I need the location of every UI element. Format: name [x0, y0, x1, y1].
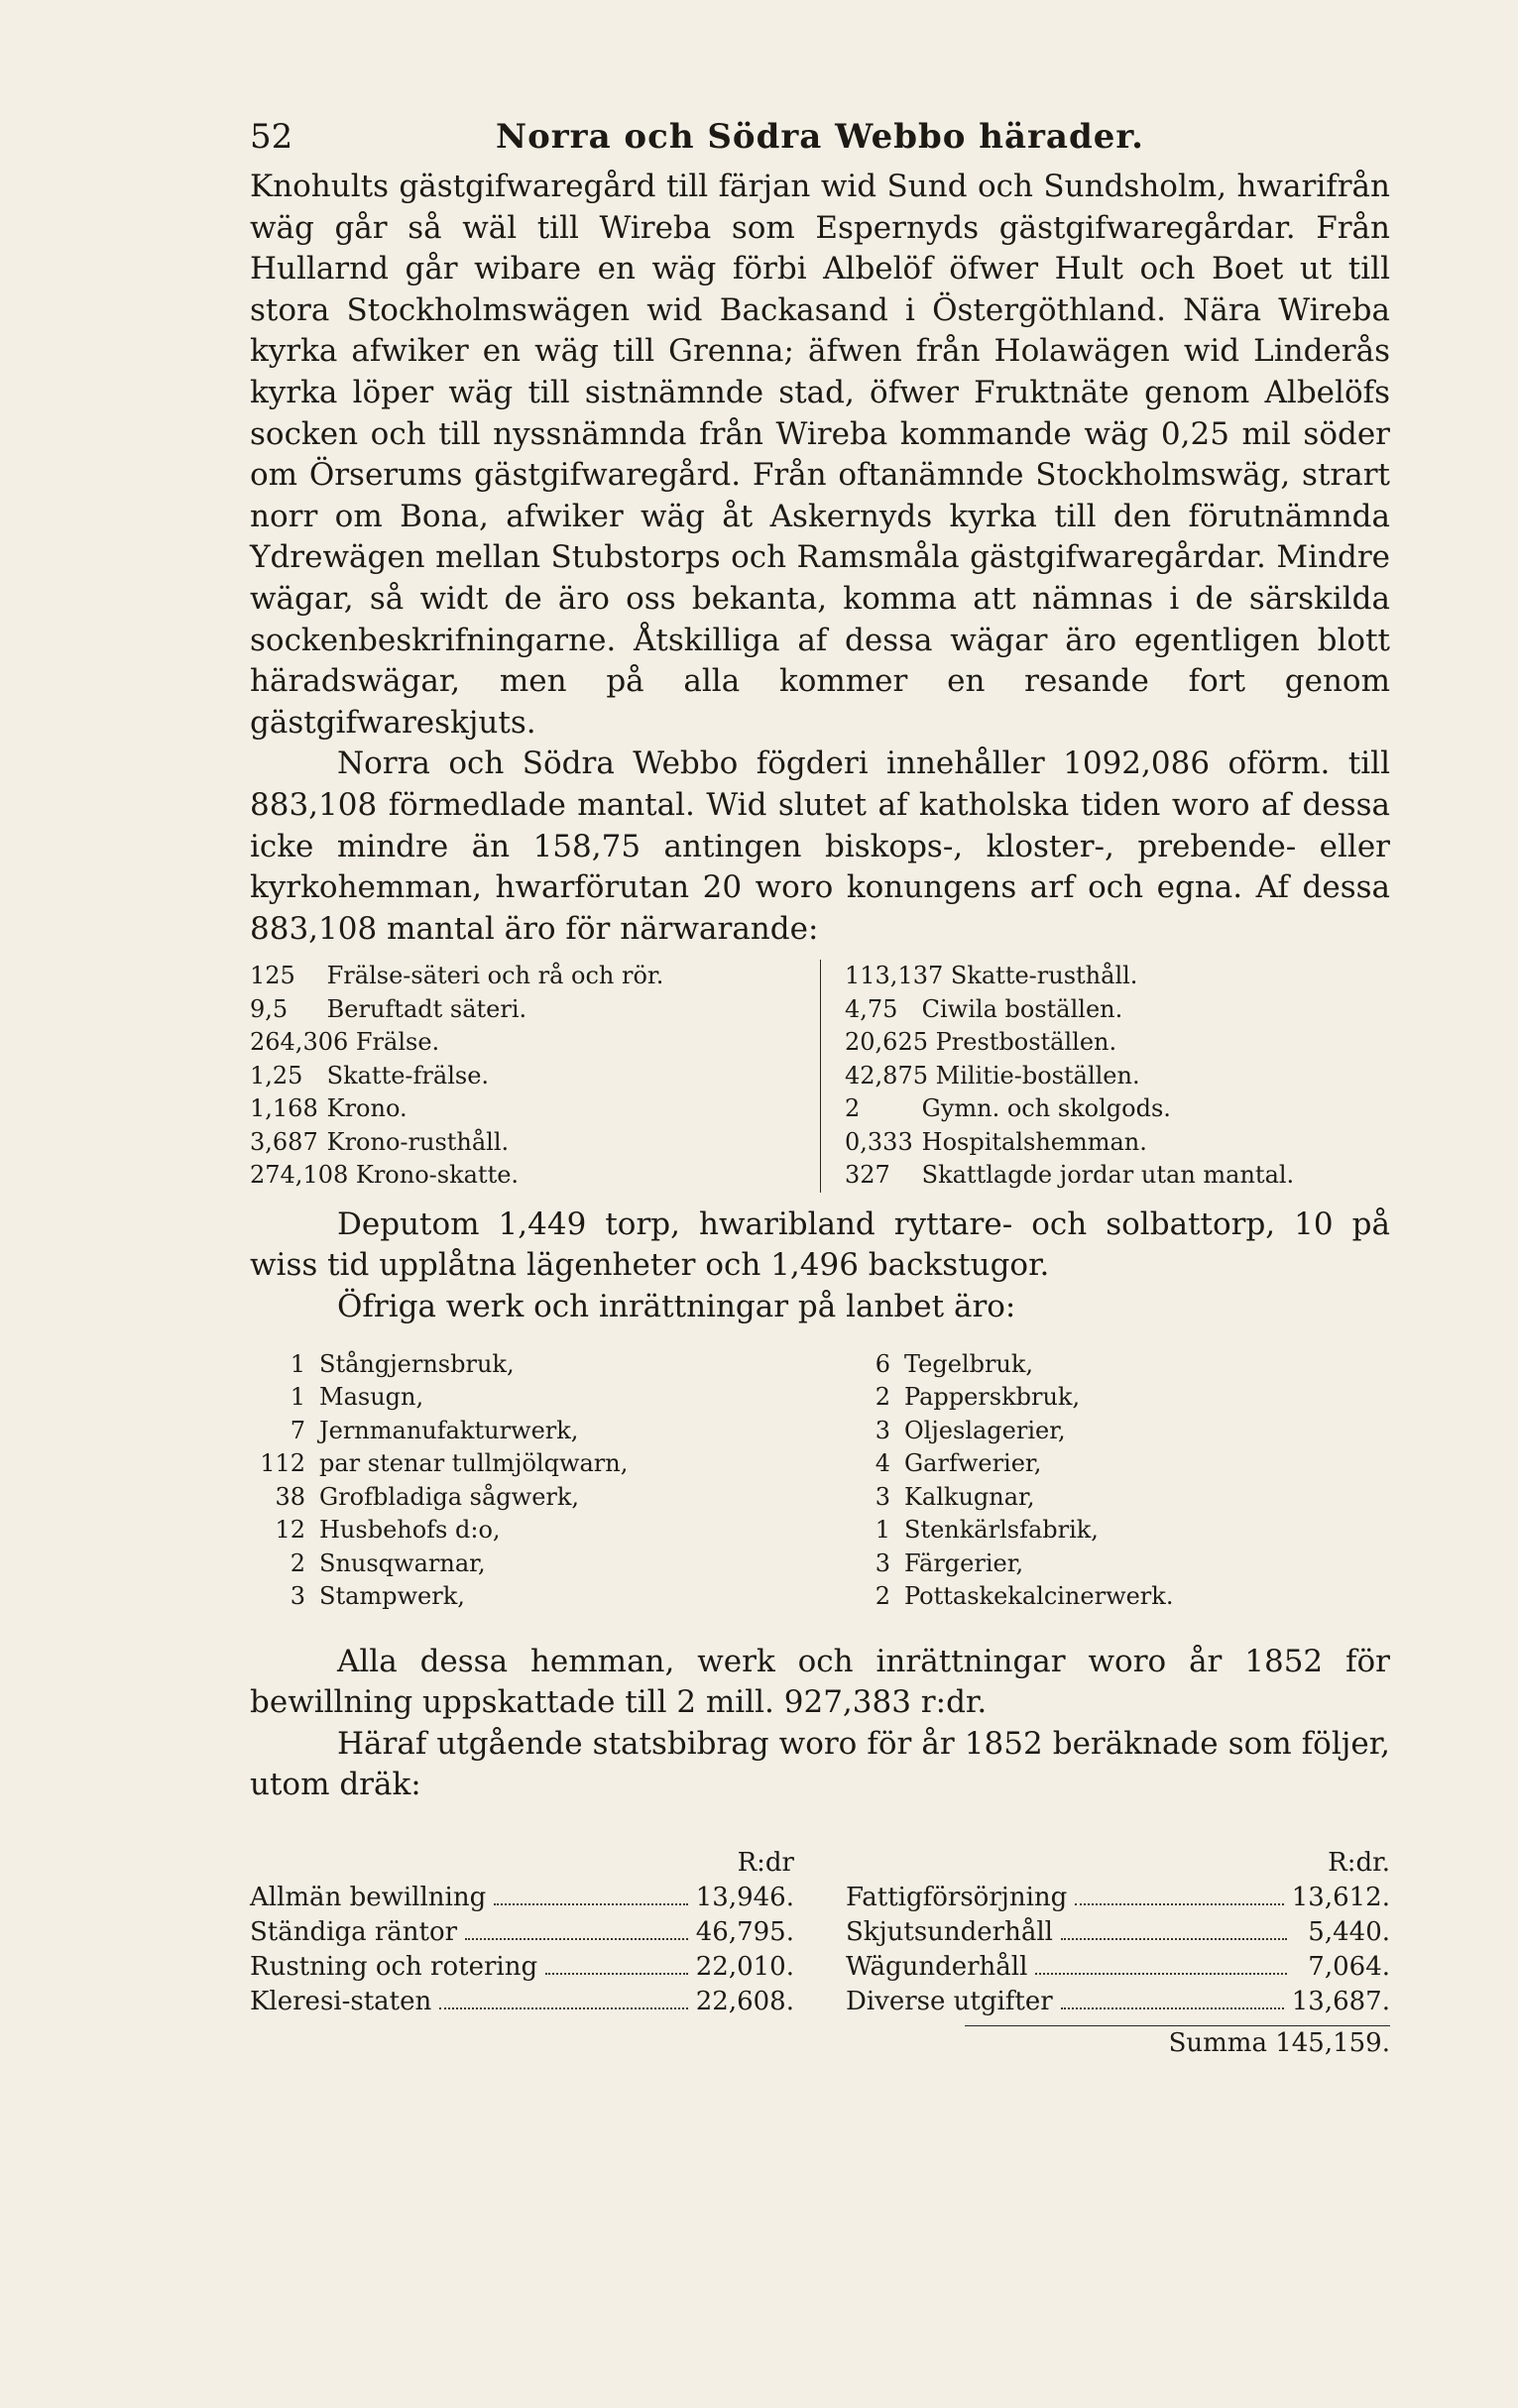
list-item	[835, 1481, 1390, 1515]
leader-dots	[465, 1915, 688, 1940]
row-value: 46,795.	[695, 1916, 794, 1947]
item-label: Frälse-säteri och rå och rör.	[326, 962, 664, 990]
item-label: Oljeslagerier,	[904, 1416, 1066, 1444]
item-number: 1,168	[250, 1094, 318, 1123]
list-item	[250, 1092, 800, 1126]
running-title: Norra och Södra Webbo härader.	[495, 117, 1144, 157]
item-number: 2	[845, 1094, 861, 1123]
row-value: 22,608.	[695, 1986, 794, 2016]
works-list	[250, 1348, 1390, 1614]
leader-dots	[545, 1950, 688, 1975]
item-label: Krono-rusthåll.	[326, 1127, 510, 1156]
item-label: Snusqwarnar,	[319, 1548, 486, 1577]
row-value: 7,064.	[1308, 1951, 1390, 1982]
item-label: Ciwila boställen.	[921, 994, 1123, 1023]
item-label: Masugn,	[319, 1383, 424, 1412]
item-label: Papperskbruk,	[904, 1383, 1081, 1412]
item-number: 274,108	[250, 1161, 349, 1190]
page-header	[250, 107, 1390, 167]
list-item	[250, 960, 800, 993]
item-number: 42,875	[845, 1061, 928, 1089]
item-number: 2	[875, 1383, 890, 1412]
item-number: 2	[290, 1548, 305, 1577]
row-value: 5,440.	[1308, 1916, 1390, 1947]
item-number: 3	[875, 1548, 890, 1577]
list-item	[845, 1026, 1390, 1060]
table-row	[846, 1950, 1390, 1985]
item-number: 4	[875, 1449, 890, 1478]
item-number: 4,75	[845, 994, 898, 1023]
table-row	[250, 1985, 794, 2019]
bottom-text	[250, 1642, 1390, 1806]
list-item	[250, 1381, 805, 1415]
item-number: 9,5	[250, 994, 289, 1023]
works-right-column	[805, 1348, 1390, 1614]
item-label: Stampwerk,	[319, 1582, 465, 1611]
list-item	[845, 1126, 1390, 1160]
item-label: Stenkärlsfabrik,	[904, 1516, 1099, 1545]
leader-dots	[494, 1881, 687, 1905]
list-item	[250, 1126, 800, 1160]
item-label: Beruftadt säteri.	[326, 994, 527, 1023]
mantal-right-column	[820, 960, 1390, 1193]
item-number: 3	[875, 1416, 890, 1444]
budget-right-column	[820, 1846, 1390, 2061]
list-item	[250, 993, 800, 1027]
item-number: 12	[275, 1516, 305, 1545]
item-number: 0,333	[845, 1127, 913, 1156]
item-number: 38	[275, 1482, 305, 1511]
item-label: Jernmanufakturwerk,	[319, 1416, 579, 1444]
list-item	[835, 1447, 1390, 1481]
table-row	[846, 1881, 1390, 1915]
item-number: 125	[250, 962, 295, 990]
row-label: Allmän bewillning	[250, 1882, 487, 1912]
item-label: Färgerier,	[904, 1548, 1024, 1577]
list-item	[250, 1514, 805, 1548]
item-label: Skattlagde jordar utan mantal.	[921, 1161, 1295, 1190]
paragraph: Norra och Södra Webbo fögderi innehåller 1092,086 oförm. till 883,108 förmedlade mantal. Wid slutet af katholska tiden woro af dessa icke mindre än 158,75 antingen biskops-, kloster-, prebende- eller kyrkohemman, hwarförutan 20 woro konungens arf och egna. Af dessa 883,108 mantal äro för närwarande:	[250, 745, 1390, 947]
list-item	[250, 1447, 805, 1481]
item-label: Stångjernsbruk,	[319, 1349, 515, 1378]
row-value: 13,946.	[695, 1882, 794, 1912]
item-label: Skatte-rusthåll.	[950, 962, 1138, 990]
list-item	[250, 1415, 805, 1448]
item-number: 264,306	[250, 1028, 349, 1057]
item-label: Hospitalshemman.	[921, 1127, 1147, 1156]
paragraph: Deputom 1,449 torp, hwaribland ryttare- och solbattorp, 10 på wiss tid upplåtna lägenheter och 1,496 backstugor.	[250, 1205, 1390, 1284]
list-item	[250, 1548, 805, 1581]
item-number: 1	[290, 1383, 305, 1412]
item-number: 3	[290, 1582, 305, 1611]
row-label: Fattigförsörjning	[846, 1882, 1068, 1912]
item-label: Krono-skatte.	[355, 1161, 520, 1190]
item-label: Husbehofs d:o,	[319, 1516, 501, 1545]
table-row	[250, 1950, 794, 1985]
unit-label: R:dr.	[1328, 1847, 1390, 1878]
item-label: Pottaskekalcinerwerk.	[904, 1582, 1174, 1611]
leader-dots	[1061, 1985, 1284, 2009]
list-item	[845, 993, 1390, 1027]
table-row	[250, 1881, 794, 1915]
item-number: 3,687	[250, 1127, 318, 1156]
top-text	[250, 167, 1390, 950]
item-number: 20,625	[845, 1028, 928, 1057]
list-item	[835, 1415, 1390, 1448]
list-item	[250, 1060, 800, 1093]
item-label: Kalkugnar,	[904, 1482, 1035, 1511]
item-number: 1	[875, 1516, 890, 1545]
item-number: 1	[290, 1349, 305, 1378]
item-number: 113,137	[845, 962, 944, 990]
item-number: 112	[260, 1449, 305, 1478]
table-row	[846, 1985, 1390, 2019]
table-row	[846, 1915, 1390, 1950]
table-row	[250, 1915, 794, 1950]
row-label: Skjutsunderhåll	[846, 1916, 1053, 1947]
list-item	[835, 1381, 1390, 1415]
book-page	[250, 107, 1390, 2061]
leader-dots	[439, 1985, 687, 2009]
list-item	[250, 1481, 805, 1515]
list-item	[845, 1060, 1390, 1093]
mantal-table	[250, 960, 1390, 1193]
mantal-left-column	[250, 960, 820, 1193]
list-item	[250, 1580, 805, 1614]
budget-left-column	[250, 1846, 820, 2061]
row-label: Diverse utgifter	[846, 1986, 1053, 2016]
list-item	[845, 1092, 1390, 1126]
list-item	[250, 1348, 805, 1382]
page-number: 52	[250, 117, 293, 157]
list-item	[845, 960, 1390, 993]
item-label: Tegelbruk,	[904, 1349, 1034, 1378]
row-label: Ständiga räntor	[250, 1916, 458, 1947]
item-number: 2	[875, 1582, 890, 1611]
sum-total: Summa 145,159.	[1168, 2027, 1390, 2058]
item-label: par stenar tullmjölqwarn,	[319, 1449, 629, 1478]
paragraph: Öfriga werk och inrättningar på lanbet äro:	[337, 1288, 1016, 1324]
item-label: Grofbladiga sågwerk,	[319, 1482, 580, 1511]
item-label: Garfwerier,	[904, 1449, 1042, 1478]
item-label: Skatte-frälse.	[326, 1061, 490, 1089]
row-label: Rustning och rotering	[250, 1951, 538, 1982]
item-label: Prestboställen.	[935, 1028, 1117, 1057]
paragraph: Knohults gästgifwaregård till färjan wid Sund och Sundsholm, hwarifrån wäg går så wäl till Wireba som Espernyds gästgifwaregårdar. Från Hullarnd går wibare en wäg förbi Albelöf öfwer Hult och Boet ut till stora Stockholmswägen wid Backasand i Östergöthland. Nära Wireba kyrka afwiker en wäg till Grenna; äfwen från Holawägen wid Linderås kyrka löper wäg till sistnämnde stad, öfwer Fruktnäte genom Albelöfs socken och till nyssnämnda från Wireba kommande wäg 0,25 mil söder om Örserums gästgifwaregård. Från oftanämnde Stockholmswäg, strart norr om Bona, afwiker wäg åt Askernyds kyrka till den förutnämnda Ydrewägen mellan Stubstorps och Ramsmåla gästgifwaregårdar. Mindre wägar, så widt de äro oss bekanta, komma att nämnas i de särskilda sockenbeskrifningarne. Åtskilliga af dessa wägar äro egentligen blott häradswägar, men på alla kommer en resande fort genom gästgifwareskjuts.	[250, 169, 1390, 741]
list-item	[835, 1580, 1390, 1614]
item-number: 327	[845, 1161, 890, 1190]
paragraph: Alla dessa hemman, werk och inrättningar woro år 1852 för bewillning uppskattade till 2 mill. 927,383 r:dr.	[250, 1643, 1390, 1721]
item-number: 1,25	[250, 1061, 303, 1089]
row-label: Wägunderhåll	[846, 1951, 1028, 1982]
works-left-column	[250, 1348, 805, 1614]
leader-dots	[1075, 1881, 1283, 1905]
list-item	[835, 1548, 1390, 1581]
item-label: Krono.	[326, 1094, 408, 1123]
unit-label: R:dr	[737, 1847, 794, 1878]
item-label: Gymn. och skolgods.	[921, 1094, 1171, 1123]
item-number: 7	[290, 1416, 305, 1444]
list-item	[835, 1348, 1390, 1382]
paragraph: Häraf utgående statsbibrag woro för år 1852 beräknade som följer, utom dräk:	[250, 1725, 1390, 1803]
leader-dots	[1035, 1950, 1287, 1975]
item-number: 3	[875, 1482, 890, 1511]
leader-dots	[1061, 1915, 1287, 1940]
item-number: 6	[875, 1349, 890, 1378]
row-value: 22,010.	[695, 1951, 794, 1982]
item-label: Militie-boställen.	[935, 1061, 1140, 1089]
item-label: Frälse.	[355, 1028, 440, 1057]
row-label: Kleresi-staten	[250, 1986, 432, 2016]
list-item	[835, 1514, 1390, 1548]
list-item	[250, 1159, 800, 1193]
list-item	[845, 1159, 1390, 1193]
row-value: 13,687.	[1291, 1986, 1390, 2016]
middle-text	[250, 1204, 1390, 1328]
budget-table	[250, 1846, 1390, 2061]
row-value: 13,612.	[1291, 1882, 1390, 1912]
list-item	[250, 1026, 800, 1060]
